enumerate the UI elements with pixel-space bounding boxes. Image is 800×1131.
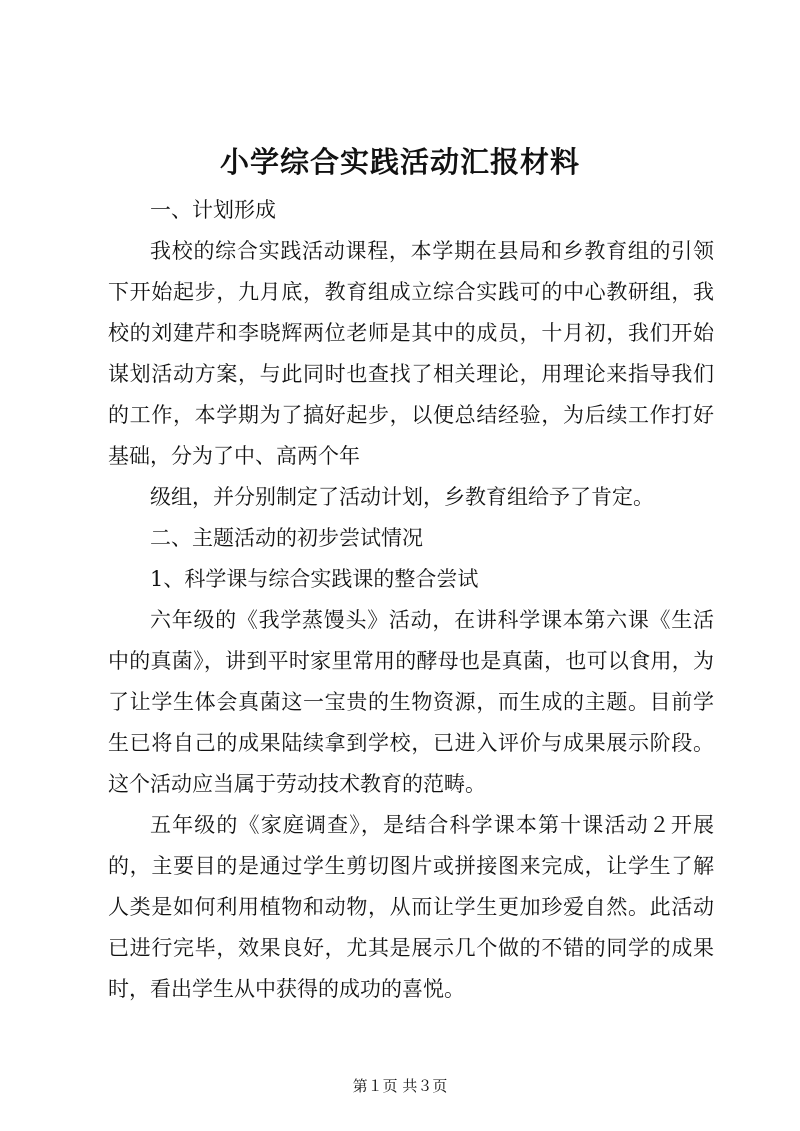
paragraph-plan-continued: 级组，并分别制定了活动计划，乡教育组给予了肯定。 [150, 485, 654, 509]
paragraph-grade-five-activity: 五年级的《家庭调查》，是结合科学课本第十课活动２开展的，主要目的是通过学生剪切图片或拼接图来完成，让学生了解人类是如何利用植物和动物，从而让学生更加珍爱自然。此活动已进行完毕，效果良好，尤其是展示几个做的不错的同学的成果时，看出学生从中获得的成功的喜悦。 [108, 813, 714, 1001]
section-heading-plan: 一、计划形成 [150, 198, 276, 222]
document-body [108, 190, 714, 1010]
section-heading-activities: 二、主题活动的初步尝试情况 [150, 526, 423, 550]
subsection-heading-integration: 1、科学课与综合实践课的整合尝试 [150, 567, 479, 591]
paragraph-plan-intro: 我校的综合实践活动课程，本学期在县局和乡教育组的引领下开始起步，九月底，教育组成立综合实践可的中心教研组，我校的刘建芹和李晓辉两位老师是其中的成员，十月初，我们开始谋划活动方案，与此同时也查找了相关理论，用理论来指导我们的工作，本学期为了搞好起步，以便总结经验，为后续工作打好基础，分为了中、高两个年 [108, 239, 714, 468]
document-title: 小学综合实践活动汇报材料 [219, 145, 580, 179]
page-number-footer: 第１页 共３页 [352, 1077, 448, 1095]
paragraph-grade-six-activity: 六年级的《我学蒸馒头》活动，在讲科学课本第六课《生活中的真菌》，讲到平时家里常用的酵母也是真菌，也可以食用，为了让学生体会真菌这一宝贵的生物资源，而生成的主题。目前学生已将自己的成果陆续拿到学校，已进入评价与成果展示阶段。这个活动应当属于劳动技术教育的范畴。 [108, 608, 714, 796]
